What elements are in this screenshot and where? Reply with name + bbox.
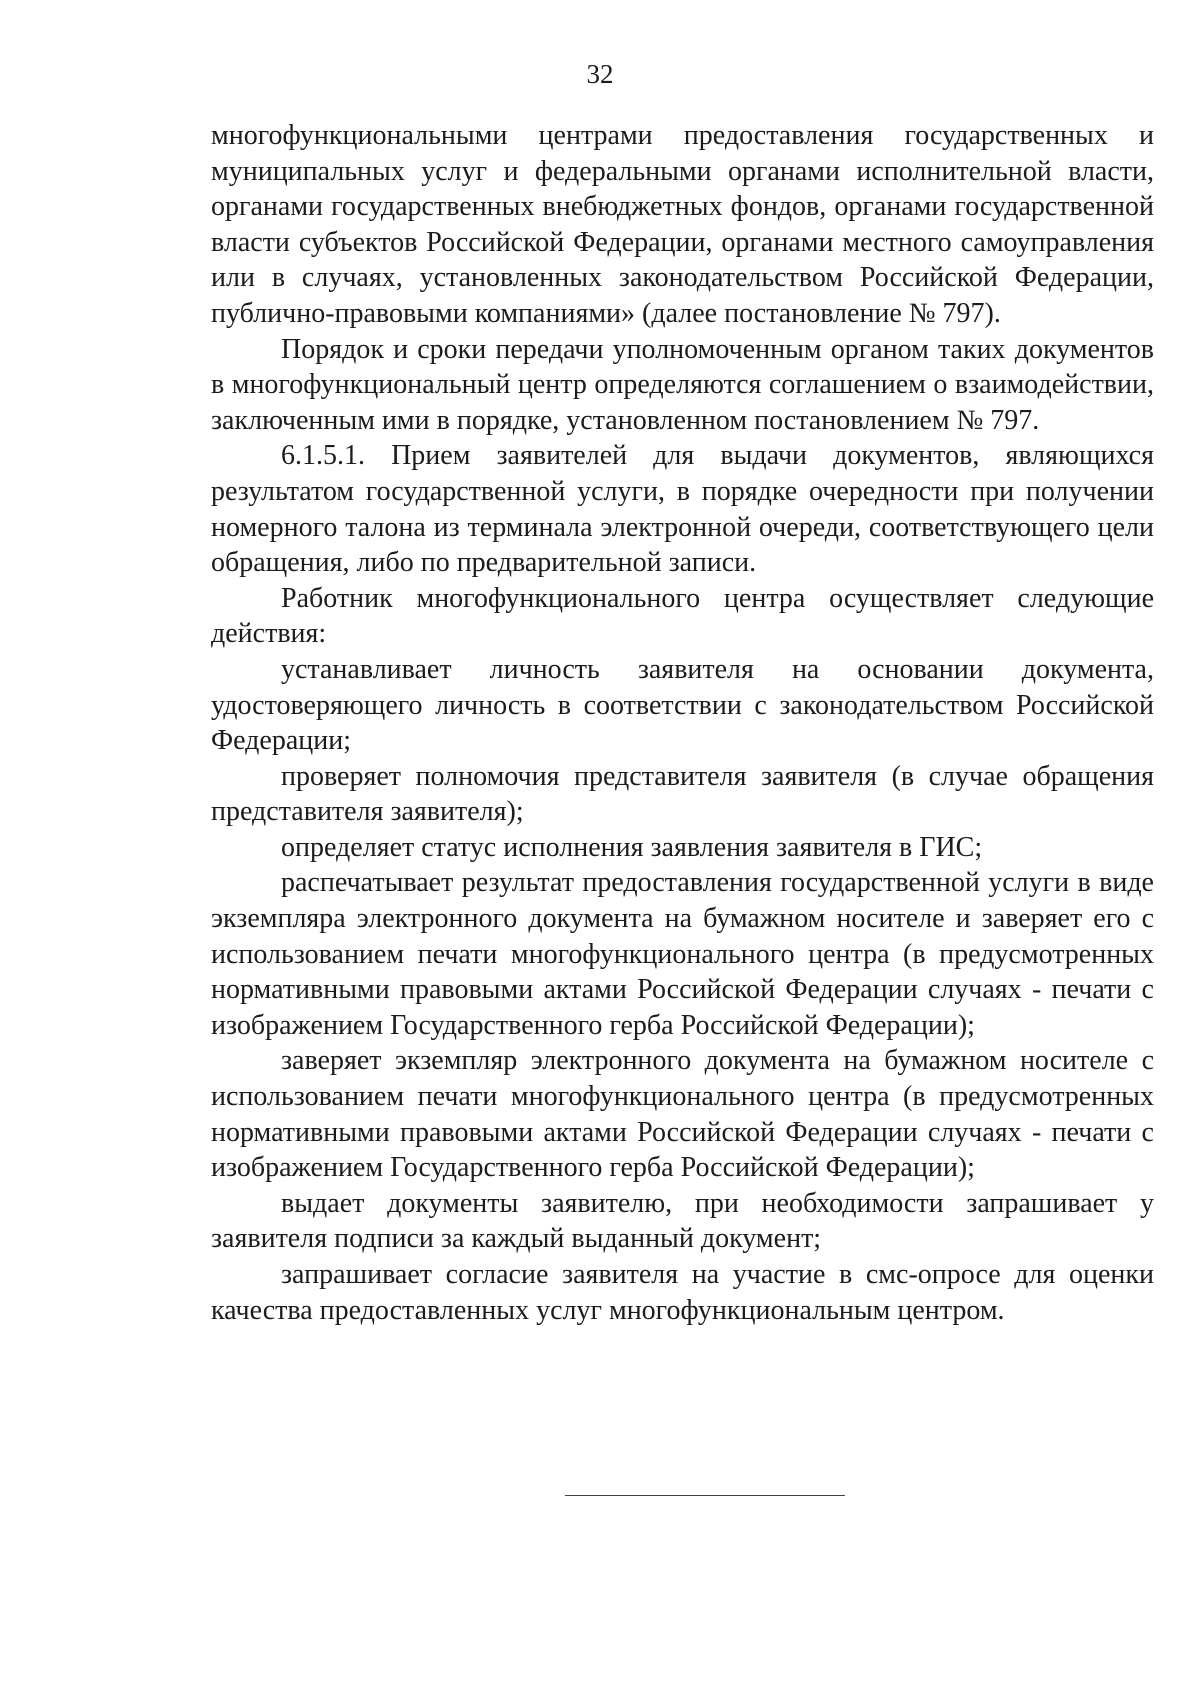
- paragraph-action-status: определяет статус исполнения заявления заявителя в ГИС;: [281, 831, 983, 863]
- paragraph-action-issue: выдает документы заявителю, при необходимости запрашивает у заявителя подписи за каждый выданный документ;: [211, 1187, 1154, 1255]
- end-of-text-rule: [565, 1495, 845, 1496]
- paragraph-section-6-1-5-1: 6.1.5.1. Прием заявителей для выдачи документов, являющихся результатом государственной услуги, в порядке очередности при получении номерного талона из терминала электронной очереди, соответствующего цели обращения, либо по предварительной записи.: [211, 440, 1154, 579]
- paragraph-action-identity: устанавливает личность заявителя на основании документа, удостоверяющего личность в соответствии с законодательством Российской Федерации;: [211, 653, 1154, 757]
- page-number: 32: [586, 59, 614, 89]
- paragraph-action-survey: запрашивает согласие заявителя на участие в смс-опросе для оценки качества предоставленных услуг многофункциональным центром.: [211, 1259, 1154, 1326]
- document-body: [211, 118, 1154, 1328]
- paragraph-transfer-procedure: Порядок и сроки передачи уполномоченным органом таких документов в многофункциональный центр определяются соглашением о взаимодействии, заключенным ими в порядке, установленном постановлением № 797.: [211, 333, 1154, 436]
- paragraph-continuation: многофункциональными центрами предоставления государственных и муниципальных услуг и федеральными органами исполнительной власти, органами государственных внебюджетных фондов, органами государственной власти субъектов Российской Федерации, органами местного самоуправления или в случаях, установленных законодательством Российской Федерации, публично-правовыми компаниями» (далее постановление № 797).: [211, 120, 1154, 329]
- paragraph-action-authority: проверяет полномочия представителя заявителя (в случае обращения представителя заявителя);: [211, 760, 1154, 828]
- paragraph-worker-actions: Работник многофункционального центра осуществляет следующие действия:: [211, 582, 1154, 650]
- paragraph-action-certify: заверяет экземпляр электронного документа на бумажном носителе с использованием печати многофункционального центра (в предусмотренных нормативными правовыми актами Российской Федерации случаях - печати с изображением Государственного герба Российской Федерации);: [211, 1045, 1154, 1184]
- paragraph-action-print: распечатывает результат предоставления государственной услуги в виде экземпляра электронного документа на бумажном носителе и заверяет его с использованием печати многофункционального центра (в предусмотренных нормативными правовыми актами Российской Федерации случаях - печати с изображением Государственного герба Российской Федерации);: [211, 867, 1154, 1041]
